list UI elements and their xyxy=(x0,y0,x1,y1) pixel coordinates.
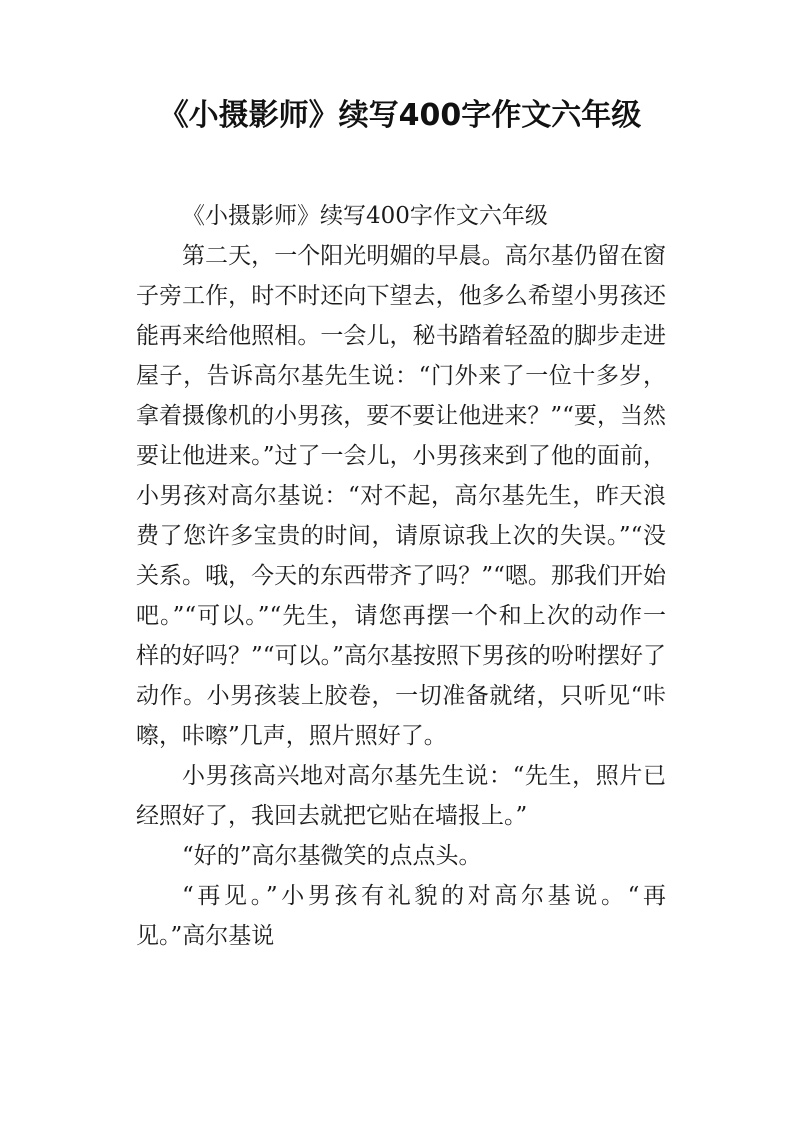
paragraph: “好的”高尔基微笑的点点头。 xyxy=(182,843,482,869)
paragraph: 小男孩高兴地对高尔基先生说：“先生，照片已经照好了，我回去就把它贴在墙报上。” xyxy=(136,763,666,829)
paragraph: 第二天，一个阳光明媚的早晨。高尔基仍留在窗子旁工作，时不时还向下望去，他多么希望小男孩还能再来给他照相。一会儿，秘书踏着轻盈的脚步走进屋子，告诉高尔基先生说：“门外来了一位十多岁，拿着摄像机的小男孩，要不要让他进来？”“要，当然要让他进来。”过了一会儿，小男孩来到了他的面前，小男孩对高尔基说：“对不起，高尔基先生，昨天浪费了您许多宝贵的时间，请原谅我上次的失误。”“没关系。哦，今天的东西带齐了吗？”“嗯。那我们开始吧。”“可以。”“先生，请您再摆一个和上次的动作一样的好吗？”“可以。”高尔基按照下男孩的吩咐摆好了动作。小男孩装上胶卷，一切准备就绪，只听见“咔嚓，咔嚓”几声，照片照好了。 xyxy=(136,243,666,749)
document-title: 《小摄影师》续写400字作文六年级 xyxy=(158,98,642,133)
paragraph: “再见。”小男孩有礼貌的对高尔基说。“再见。”高尔基说 xyxy=(136,883,666,949)
paragraph-subtitle: 《小摄影师》续写400字作文六年级 xyxy=(182,203,548,229)
document-body xyxy=(136,196,666,956)
